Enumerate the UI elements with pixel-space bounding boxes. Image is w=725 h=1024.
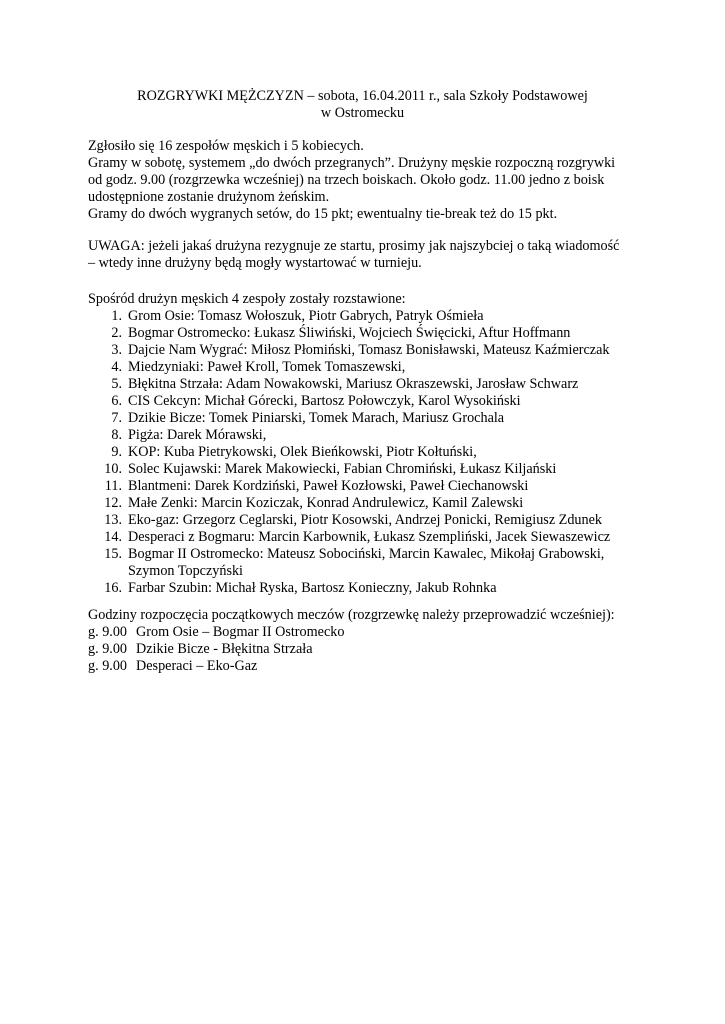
schedule-row	[88, 658, 648, 675]
teams-section	[88, 291, 648, 597]
list-item: 5. Błękitna Strzała: Adam Nowakowski, Mariusz Okraszewski, Jarosław Schwarz	[111, 376, 579, 392]
schedule-section	[88, 607, 648, 675]
teams-list	[88, 308, 648, 563]
teams-heading: Spośród drużyn męskich 4 zespoły zostały rozstawione:	[88, 291, 406, 307]
list-item: 7. Dzikie Bicze: Tomek Piniarski, Tomek Marach, Mariusz Grochala	[111, 410, 505, 426]
list-item: 2. Bogmar Ostromecko: Łukasz Śliwiński, Wojciech Święcicki, Aftur Hoffmann	[111, 325, 571, 341]
intro-line: Gramy w sobotę, systemem „do dwóch przegranych”. Drużyny męskie rozpoczną rozgrywki	[88, 155, 616, 171]
page-title	[80, 88, 645, 122]
schedule-row	[88, 624, 648, 641]
list-item: 8. Pigża: Darek Mórawski,	[111, 427, 267, 443]
list-item: 10. Solec Kujawski: Marek Makowiecki, Fabian Chromiński, Łukasz Kiljański	[104, 461, 557, 477]
list-item: 14. Desperaci z Bogmaru: Marcin Karbownik, Łukasz Szempliński, Jacek Siewaszewicz	[104, 529, 611, 545]
schedule-time: g. 9.00	[88, 658, 128, 674]
intro-paragraph	[88, 138, 648, 223]
schedule-match: Grom Osie – Bogmar II Ostromecko	[136, 624, 345, 640]
notice-paragraph	[88, 238, 648, 272]
intro-line: Zgłosiło się 16 zespołów męskich i 5 kobiecych.	[88, 138, 364, 154]
intro-line: udostępnione zostanie drużynom żeńskim.	[88, 189, 330, 205]
schedule-time: g. 9.00	[88, 641, 128, 657]
title-line-1: ROZGRYWKI MĘŻCZYZN – sobota, 16.04.2011 r., sala Szkoły Podstawowej	[137, 88, 588, 104]
intro-line: Gramy do dwóch wygranych setów, do 15 pkt; ewentualny tie-break też do 15 pkt.	[88, 206, 558, 222]
list-item: 11. Blantmeni: Darek Kordziński, Paweł Kozłowski, Paweł Ciechanowski	[104, 478, 529, 494]
teams-list-end	[88, 580, 648, 597]
list-item: 4. Miedzyniaki: Paweł Kroll, Tomek Tomaszewski,	[111, 359, 406, 375]
list-item-continuation: Szymon Topczyński	[128, 563, 243, 579]
schedule-match: Dzikie Bicze - Błękitna Strzała	[136, 641, 313, 657]
schedule-time: g. 9.00	[88, 624, 128, 640]
list-item: 3. Dajcie Nam Wygrać: Miłosz Płomiński, Tomasz Bonisławski, Mateusz Kaźmierczak	[111, 342, 610, 358]
schedule-heading: Godziny rozpoczęcia początkowych meczów (rozgrzewkę należy przeprowadzić wcześniej):	[88, 607, 615, 623]
schedule-match: Desperaci – Eko-Gaz	[136, 658, 258, 674]
list-item: 15. Bogmar II Ostromecko: Mateusz Sobociński, Marcin Kawalec, Mikołaj Grabowski,	[104, 546, 605, 562]
title-line-2: w Ostromecku	[320, 105, 405, 121]
intro-line: od godz. 9.00 (rozgrzewka wcześniej) na trzech boiskach. Około godz. 11.00 jedno z boisk	[88, 172, 605, 188]
list-item: 13. Eko-gaz: Grzegorz Ceglarski, Piotr Kosowski, Andrzej Ponicki, Remigiusz Zdunek	[104, 512, 603, 528]
list-item: 12. Małe Zenki: Marcin Koziczak, Konrad Andrulewicz, Kamil Zalewski	[104, 495, 524, 511]
schedule-row	[88, 641, 648, 658]
notice-line: UWAGA: jeżeli jakaś drużyna rezygnuje ze startu, prosimy jak najszybciej o taką wiadomość	[88, 238, 620, 254]
list-item: 16. Farbar Szubin: Michał Ryska, Bartosz Konieczny, Jakub Rohnka	[104, 580, 497, 596]
list-item: 6. CIS Cekcyn: Michał Górecki, Bartosz Połowczyk, Karol Wysokiński	[111, 393, 521, 409]
notice-line: – wtedy inne drużyny będą mogły wystartować w turnieju.	[88, 255, 422, 271]
list-item: 9. KOP: Kuba Pietrykowski, Olek Bieńkowski, Piotr Kołtuński,	[111, 444, 477, 460]
list-item: 1. Grom Osie: Tomasz Wołoszuk, Piotr Gabrych, Patryk Ośmieła	[111, 308, 484, 324]
